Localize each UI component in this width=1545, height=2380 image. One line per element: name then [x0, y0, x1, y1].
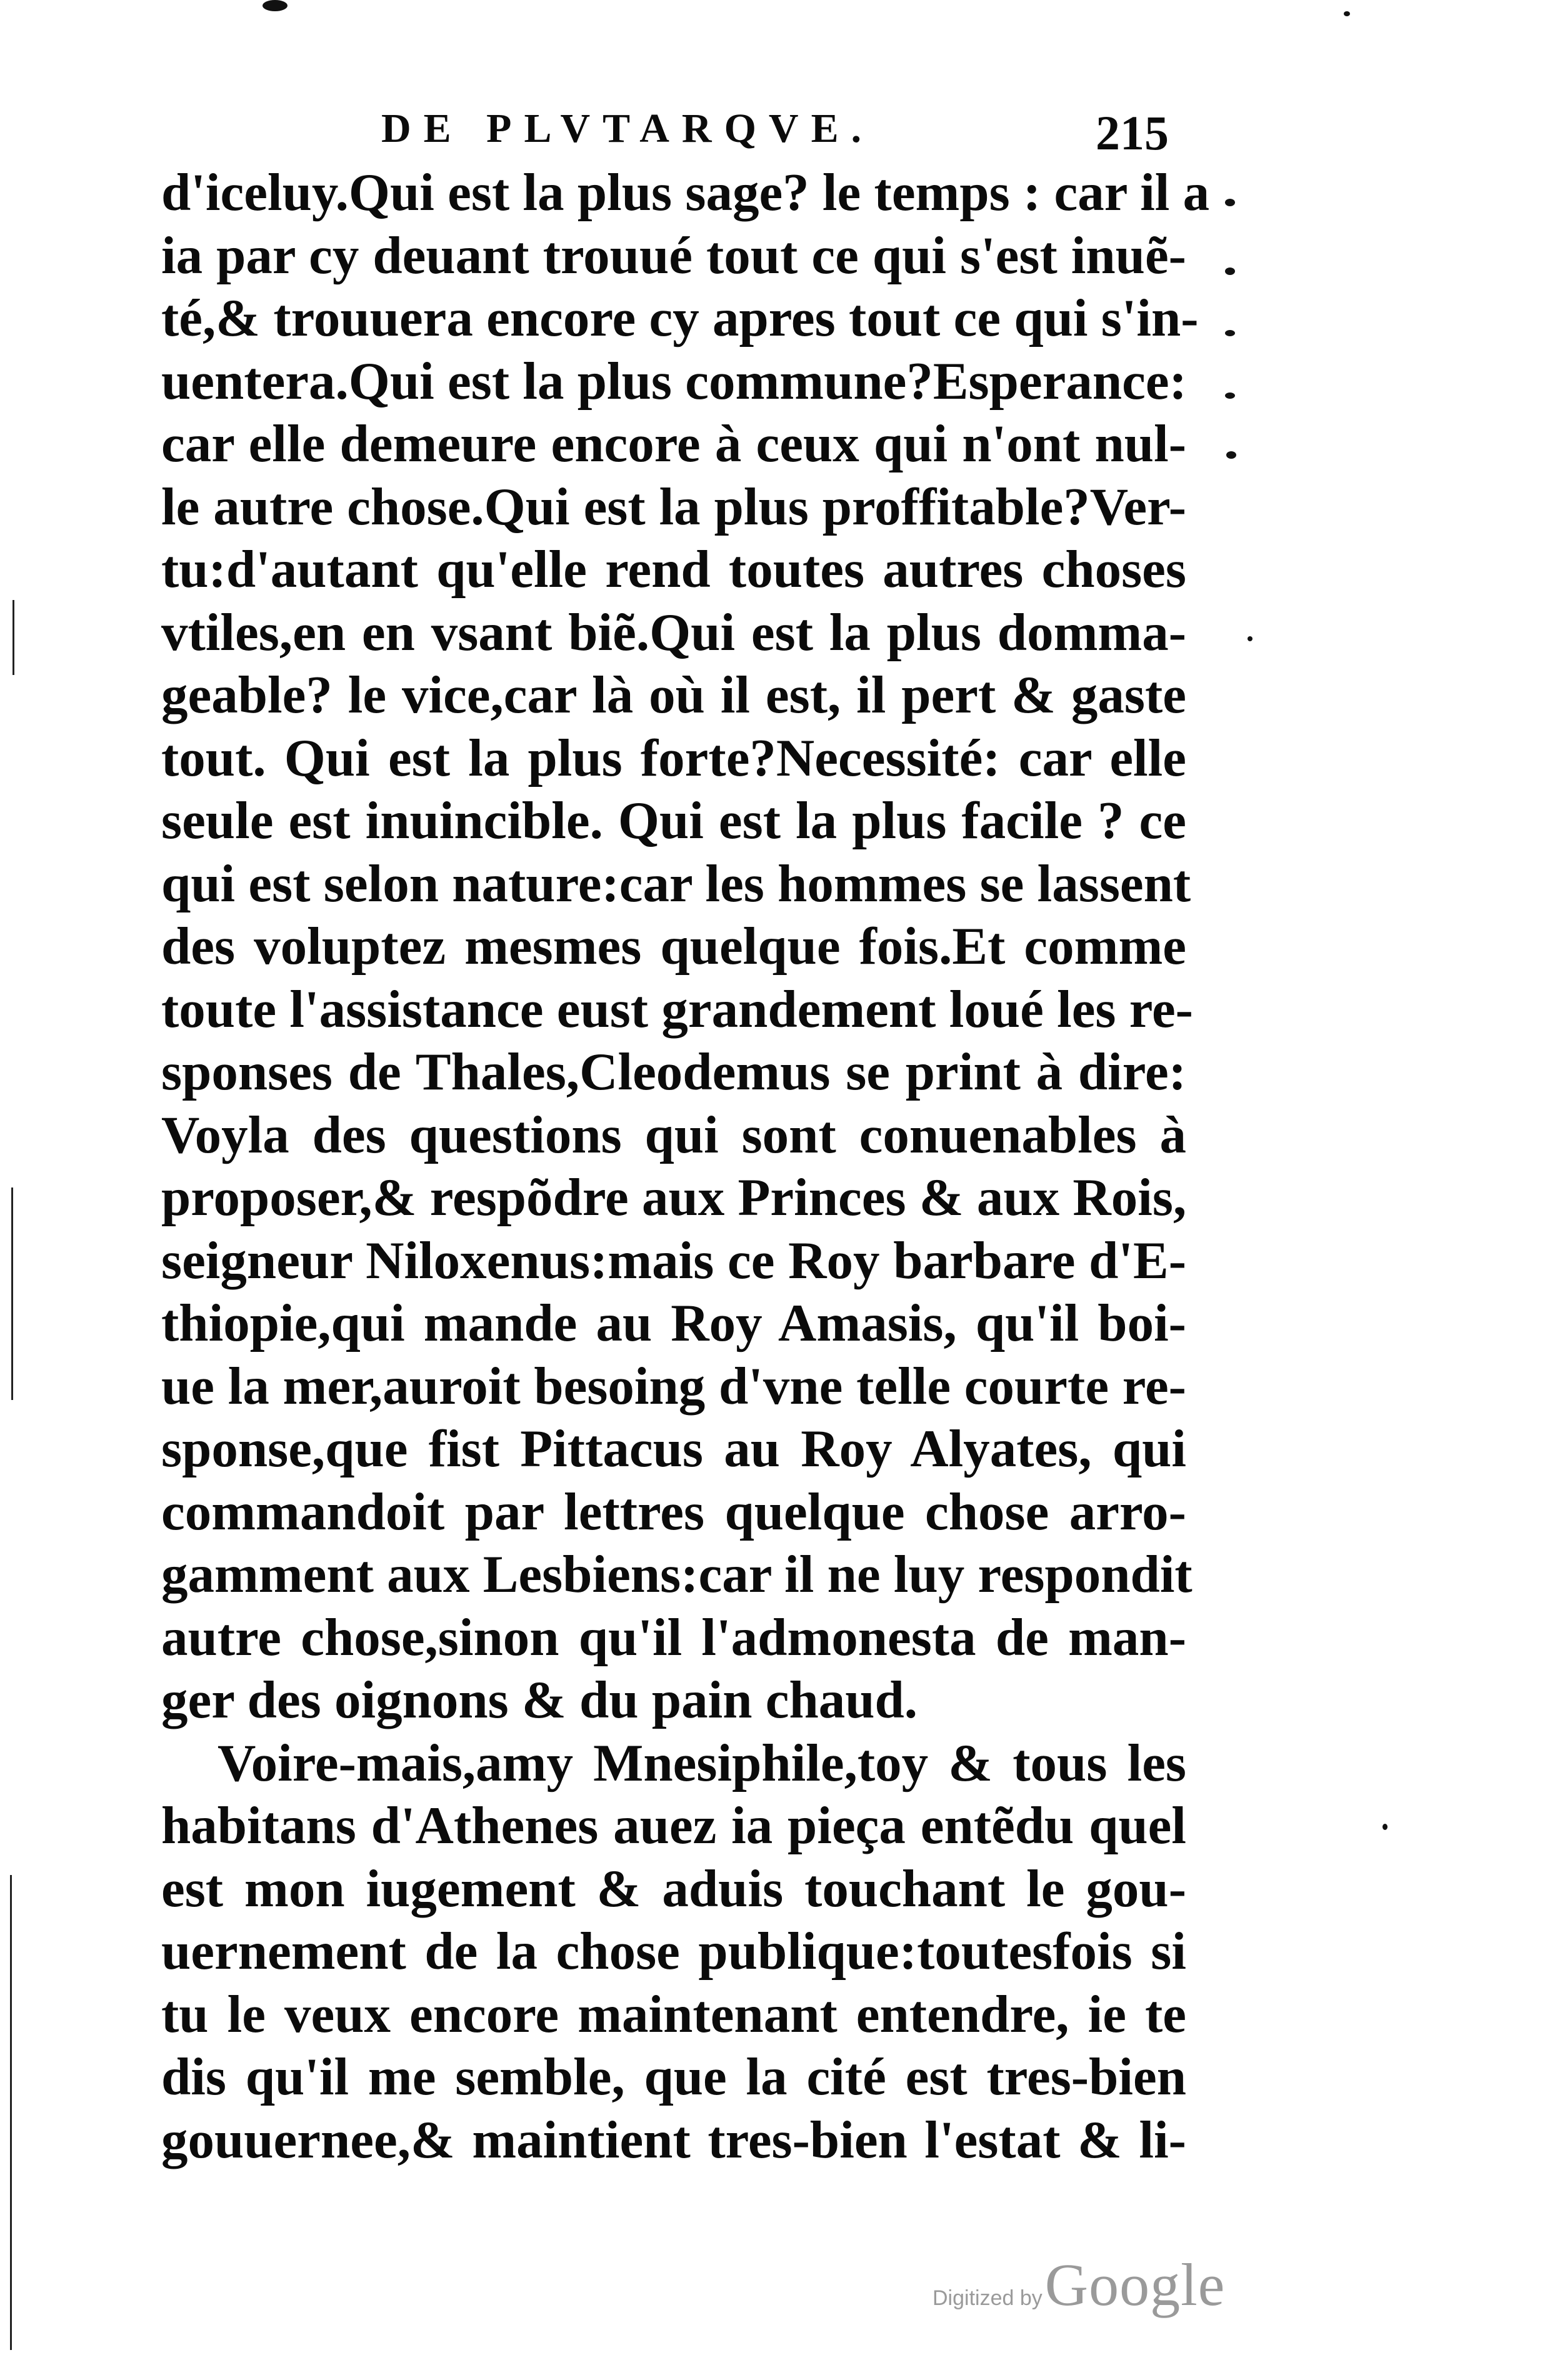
- text-line: est mon iugement & aduis touchant le gou-: [161, 1859, 1186, 1918]
- text-line: uernement de la chose publique:toutesfois si: [161, 1922, 1186, 1981]
- text-line: seigneur Niloxenus:mais ce Roy barbare d'E-: [161, 1231, 1186, 1290]
- text-line: car elle demeure encore à ceux qui n'ont nul-: [161, 414, 1186, 473]
- google-logo: Google: [1044, 2251, 1226, 2318]
- margin-speck: [1382, 1824, 1388, 1830]
- margin-speck: [1226, 451, 1236, 459]
- text-line: gamment aux Lesbiens:car il ne luy respondit: [161, 1545, 1192, 1604]
- gutter-line: [12, 600, 14, 675]
- text-line: Voyla des questions qui sont conuenables à: [161, 1105, 1186, 1164]
- margin-speck: [1225, 268, 1235, 275]
- text-line: sponses de Thales,Cleodemus se print à dire:: [161, 1042, 1186, 1101]
- text-line: ia par cy deuant trouué tout ce qui s'est inuẽ-: [161, 226, 1186, 285]
- margin-speck: [1225, 330, 1235, 336]
- margin-speck: [1225, 199, 1235, 206]
- page-number: 215: [1096, 106, 1169, 160]
- digitized-watermark: [932, 2250, 1245, 2319]
- gutter-line: [10, 1875, 12, 2350]
- text-line: té,& trouuera encore cy apres tout ce qui s'in-: [161, 289, 1199, 348]
- text-line: des voluptez mesmes quelque fois.Et comme: [161, 917, 1186, 976]
- text-line: seule est inuincible. Qui est la plus facile ? ce: [161, 791, 1186, 850]
- text-line: toute l'assistance eust grandement loué les re-: [161, 979, 1193, 1039]
- text-line: tu:d'autant qu'elle rend toutes autres choses: [161, 540, 1186, 599]
- text-line: vtiles,en en vsant biẽ.Qui est la plus domma-: [161, 602, 1186, 662]
- text-line: d'iceluy.Qui est la plus sage? le temps : car il a: [161, 163, 1210, 222]
- text-line: tu le veux encore maintenant entendre, ie te: [161, 1984, 1186, 2044]
- text-line: qui est selon nature:car les hommes se lassent: [161, 854, 1191, 913]
- text-line: thiopie,qui mande au Roy Amasis, qu'il boi-: [161, 1294, 1186, 1352]
- text-line: dis qu'il me semble, que la cité est tres-bien: [161, 2048, 1186, 2106]
- text-line: habitans d'Athenes auez ia pieça entẽdu quel: [161, 1796, 1186, 1855]
- margin-speck: [1248, 636, 1252, 641]
- text-line: le autre chose.Qui est la plus proffitable?Ver-: [161, 477, 1186, 536]
- margin-speck: [1225, 392, 1235, 399]
- margin-speck: [262, 0, 288, 11]
- text-line: commandoit par lettres quelque chose arro-: [161, 1482, 1186, 1541]
- gutter-line: [11, 1188, 13, 1400]
- text-line: Voire-mais,amy Mnesiphile,toy & tous les: [218, 1733, 1186, 1792]
- text-line: sponse,que fist Pittacus au Roy Alyates, qui: [161, 1419, 1186, 1478]
- text-line: tout. Qui est la plus forte?Necessité: car elle: [161, 728, 1186, 788]
- text-line: geable? le vice,car là où il est, il pert & gaste: [161, 666, 1186, 724]
- text-line: uentera.Qui est la plus commune?Esperance:: [161, 351, 1187, 411]
- text-line: autre chose,sinon qu'il l'admonesta de man-: [161, 1608, 1186, 1667]
- watermark-prefix: Digitized by: [932, 2286, 1042, 2310]
- text-line: gouuernee,& maintient tres-bien l'estat & li-: [161, 2110, 1186, 2169]
- running-title: DE PLVTARQVE.: [381, 106, 874, 151]
- body-text: [161, 161, 1210, 2171]
- margin-speck: [1344, 11, 1350, 16]
- text-line: ue la mer,auroit besoing d'vne telle courte re-: [161, 1356, 1186, 1416]
- text-line: ger des oignons & du pain chaud.: [161, 1671, 918, 1729]
- text-line: proposer,& respõdre aux Princes & aux Rois,: [161, 1168, 1187, 1227]
